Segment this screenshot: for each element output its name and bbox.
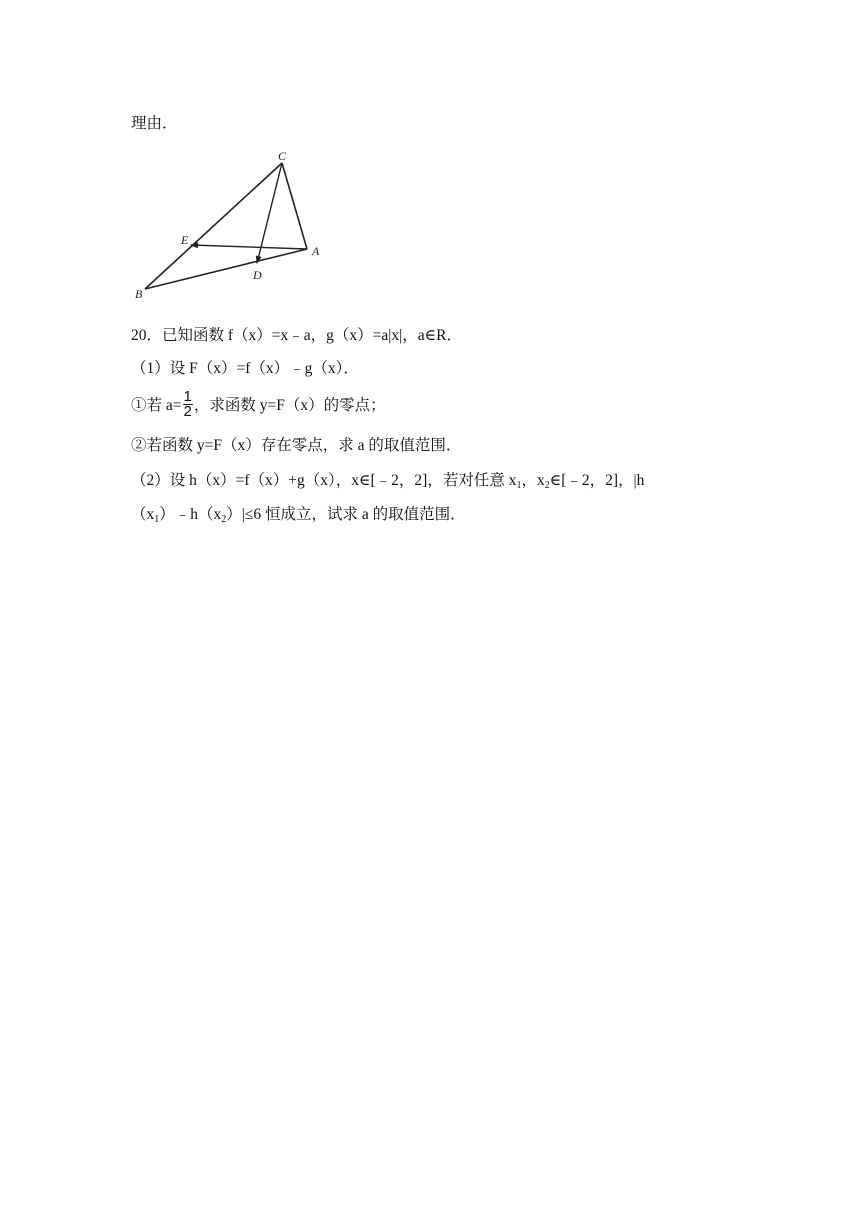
subq1-suffix: ，求函数 y=F（x）的零点；	[193, 397, 386, 415]
problem-20-statement	[131, 325, 462, 347]
part2-text-e: ）﹣h（x	[159, 506, 222, 523]
fraction-numerator: 1	[183, 388, 192, 405]
edge-ca	[282, 163, 307, 249]
subquestion-2	[131, 435, 461, 457]
vector-ae	[191, 245, 307, 249]
edge-ab	[145, 249, 307, 289]
part-2-line-1	[131, 470, 644, 497]
label-a: A	[312, 244, 320, 258]
subscript-2: 2	[544, 480, 550, 491]
part-1-setup	[131, 358, 359, 380]
ending-text: 理由．	[131, 115, 178, 132]
label-c: C	[278, 149, 287, 163]
part2-text-d: （x	[131, 506, 155, 523]
part2-text-f: ）|≤6 恒成立，试求 a 的取值范围．	[226, 506, 466, 523]
label-e: E	[181, 233, 189, 247]
subq2-text: ②若函数 y=F（x）存在零点，求 a 的取值范围．	[131, 437, 462, 454]
triangle-diagram	[128, 145, 328, 307]
part2-text-a: （2）设 h（x）=f（x）+g（x），x∈[﹣2，2]，若对任意 x	[131, 472, 517, 489]
label-b: B	[135, 287, 143, 301]
part-1-text: （1）设 F（x）=f（x）﹣g（x）．	[131, 360, 359, 377]
fraction-one-half	[183, 390, 193, 419]
problem-number: 20．	[131, 327, 163, 344]
part2-text-c: ∈[﹣2，2]，|h	[549, 472, 645, 489]
label-d: D	[253, 268, 262, 282]
triangle-figure	[128, 145, 328, 307]
subq1-prefix: ①若 a=	[131, 397, 182, 415]
problem-text: 已知函数 f（x）=x﹣a，g（x）=a|x|，a∈R．	[162, 327, 462, 344]
fraction-denominator: 2	[183, 403, 192, 420]
subscript-1: 1	[516, 480, 522, 491]
part-2-line-2	[131, 504, 466, 531]
part2-text-b: ，x	[521, 472, 545, 489]
previous-problem-ending	[131, 113, 178, 135]
subquestion-1	[131, 388, 386, 421]
subscript-1: 1	[154, 514, 160, 525]
subscript-2: 2	[221, 514, 227, 525]
